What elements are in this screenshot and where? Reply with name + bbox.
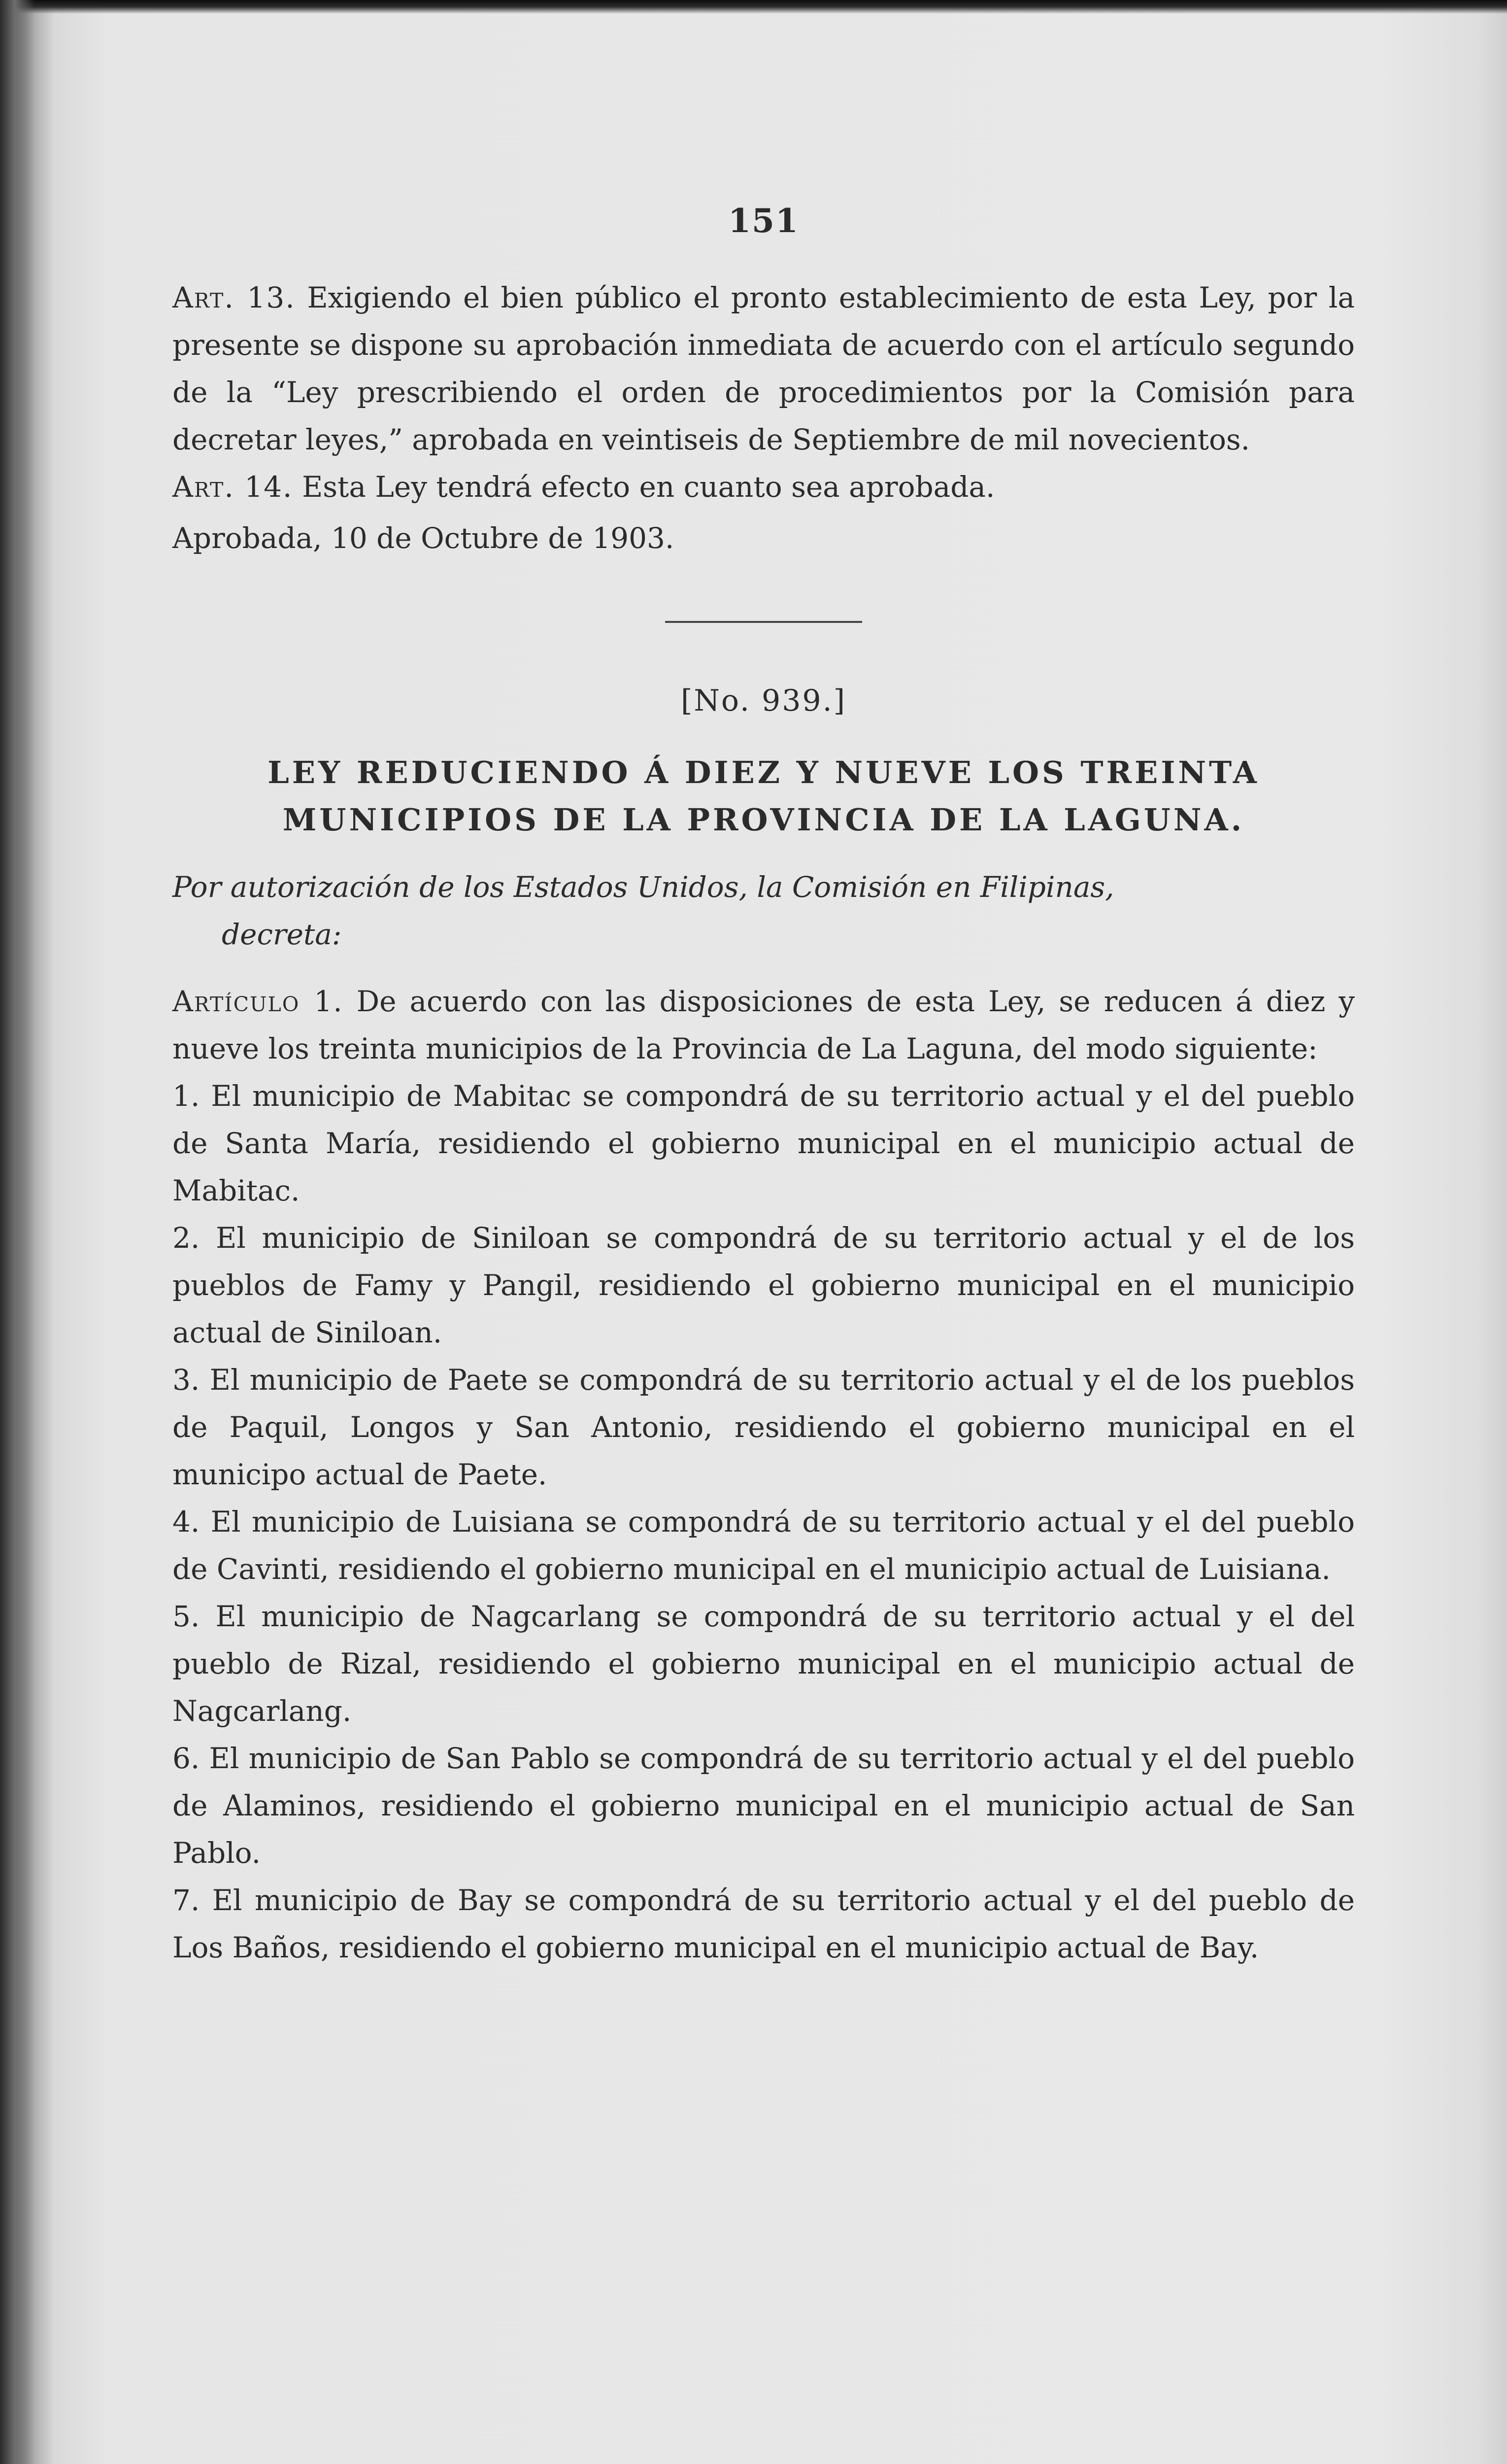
list-item: 3. El municipio de Paete se compondrá de su territorio actual y el de los pueblos de Paquil, Longos y San Antonio, residiendo el gobierno municipal en el municipo actual de Paete. [172, 1363, 1355, 1491]
article-14-text: Esta Ley tendrá efecto en cuanto sea aprobada. [301, 470, 995, 504]
book-spine-shadow [0, 0, 34, 2464]
article-13-text: Exigiendo el bien público el pronto establecimiento de esta Ley, por la presente se dispone su aprobación inmediata de acuerdo con el artículo segundo de la “Ley prescribiendo el orden de procedimientos por la Comisión para decretar leyes,” aprobada en veintiseis de Septiembre de mil novecientos. [172, 281, 1355, 456]
article-1 [172, 978, 1355, 1072]
article-14-label: Art. 14. [172, 470, 293, 504]
law-number: [No. 939.] [680, 684, 847, 718]
law-title-line-1: LEY REDUCIENDO Á DIEZ Y NUEVE LOS TREINTA [268, 754, 1260, 790]
article-13 [172, 274, 1355, 463]
list-item: 2. El municipio de Siniloan se compondrá de su territorio actual y el de los pueblos de Famy y Pangil, residiendo el gobierno municipal en el municipio actual de Siniloan. [172, 1221, 1355, 1349]
law-title-line-2: MUNICIPIOS DE LA PROVINCIA DE LA LAGUNA. [282, 802, 1245, 838]
list-item: 7. El municipio de Bay se compondrá de su territorio actual y el del pueblo de Los Baños, residiendo el gobierno municipal en el municipio actual de Bay. [172, 1883, 1355, 1964]
article-13-label: Art. 13. [172, 281, 296, 314]
enacting-clause [172, 863, 1355, 958]
page-number: 151 [728, 202, 799, 240]
enacting-clause-line-2: decreta: [222, 918, 342, 951]
list-item: 4. El municipio de Luisiana se compondrá de su territorio actual y el del pueblo de Cavinti, residiendo el gobierno municipal en el municipio actual de Luisiana. [172, 1505, 1355, 1586]
page-top-edge [0, 0, 1507, 14]
list-item: 5. El municipio de Nagcarlang se compondrá de su territorio actual y el del pueblo de Rizal, residiendo el gobierno municipal en el municipio actual de Nagcarlang. [172, 1600, 1355, 1728]
list-item: 6. El municipio de San Pablo se compondrá de su territorio actual y el del pueblo de Alaminos, residiendo el gobierno municipal en el municipio actual de San Pablo. [172, 1742, 1355, 1870]
article-1-text: De acuerdo con las disposiciones de esta Ley, se reducen á diez y nueve los treinta municipios de la Provincia de La Laguna, del modo siguiente: [172, 985, 1355, 1065]
approval-date: Aprobada, 10 de Octubre de 1903. [172, 521, 674, 555]
section-divider [665, 621, 862, 623]
article-14 [172, 463, 1355, 511]
law-title [172, 749, 1355, 844]
enacting-clause-line-1: Por autorización de los Estados Unidos, la Comisión en Filipinas, [172, 870, 1114, 904]
list-item: 1. El municipio de Mabitac se compondrá de su territorio actual y el del pueblo de Santa María, residiendo el gobierno municipal en el municipio actual de Mabitac. [172, 1079, 1355, 1207]
text-column [172, 197, 1355, 1971]
article-1-label: Artículo 1. [172, 985, 343, 1018]
